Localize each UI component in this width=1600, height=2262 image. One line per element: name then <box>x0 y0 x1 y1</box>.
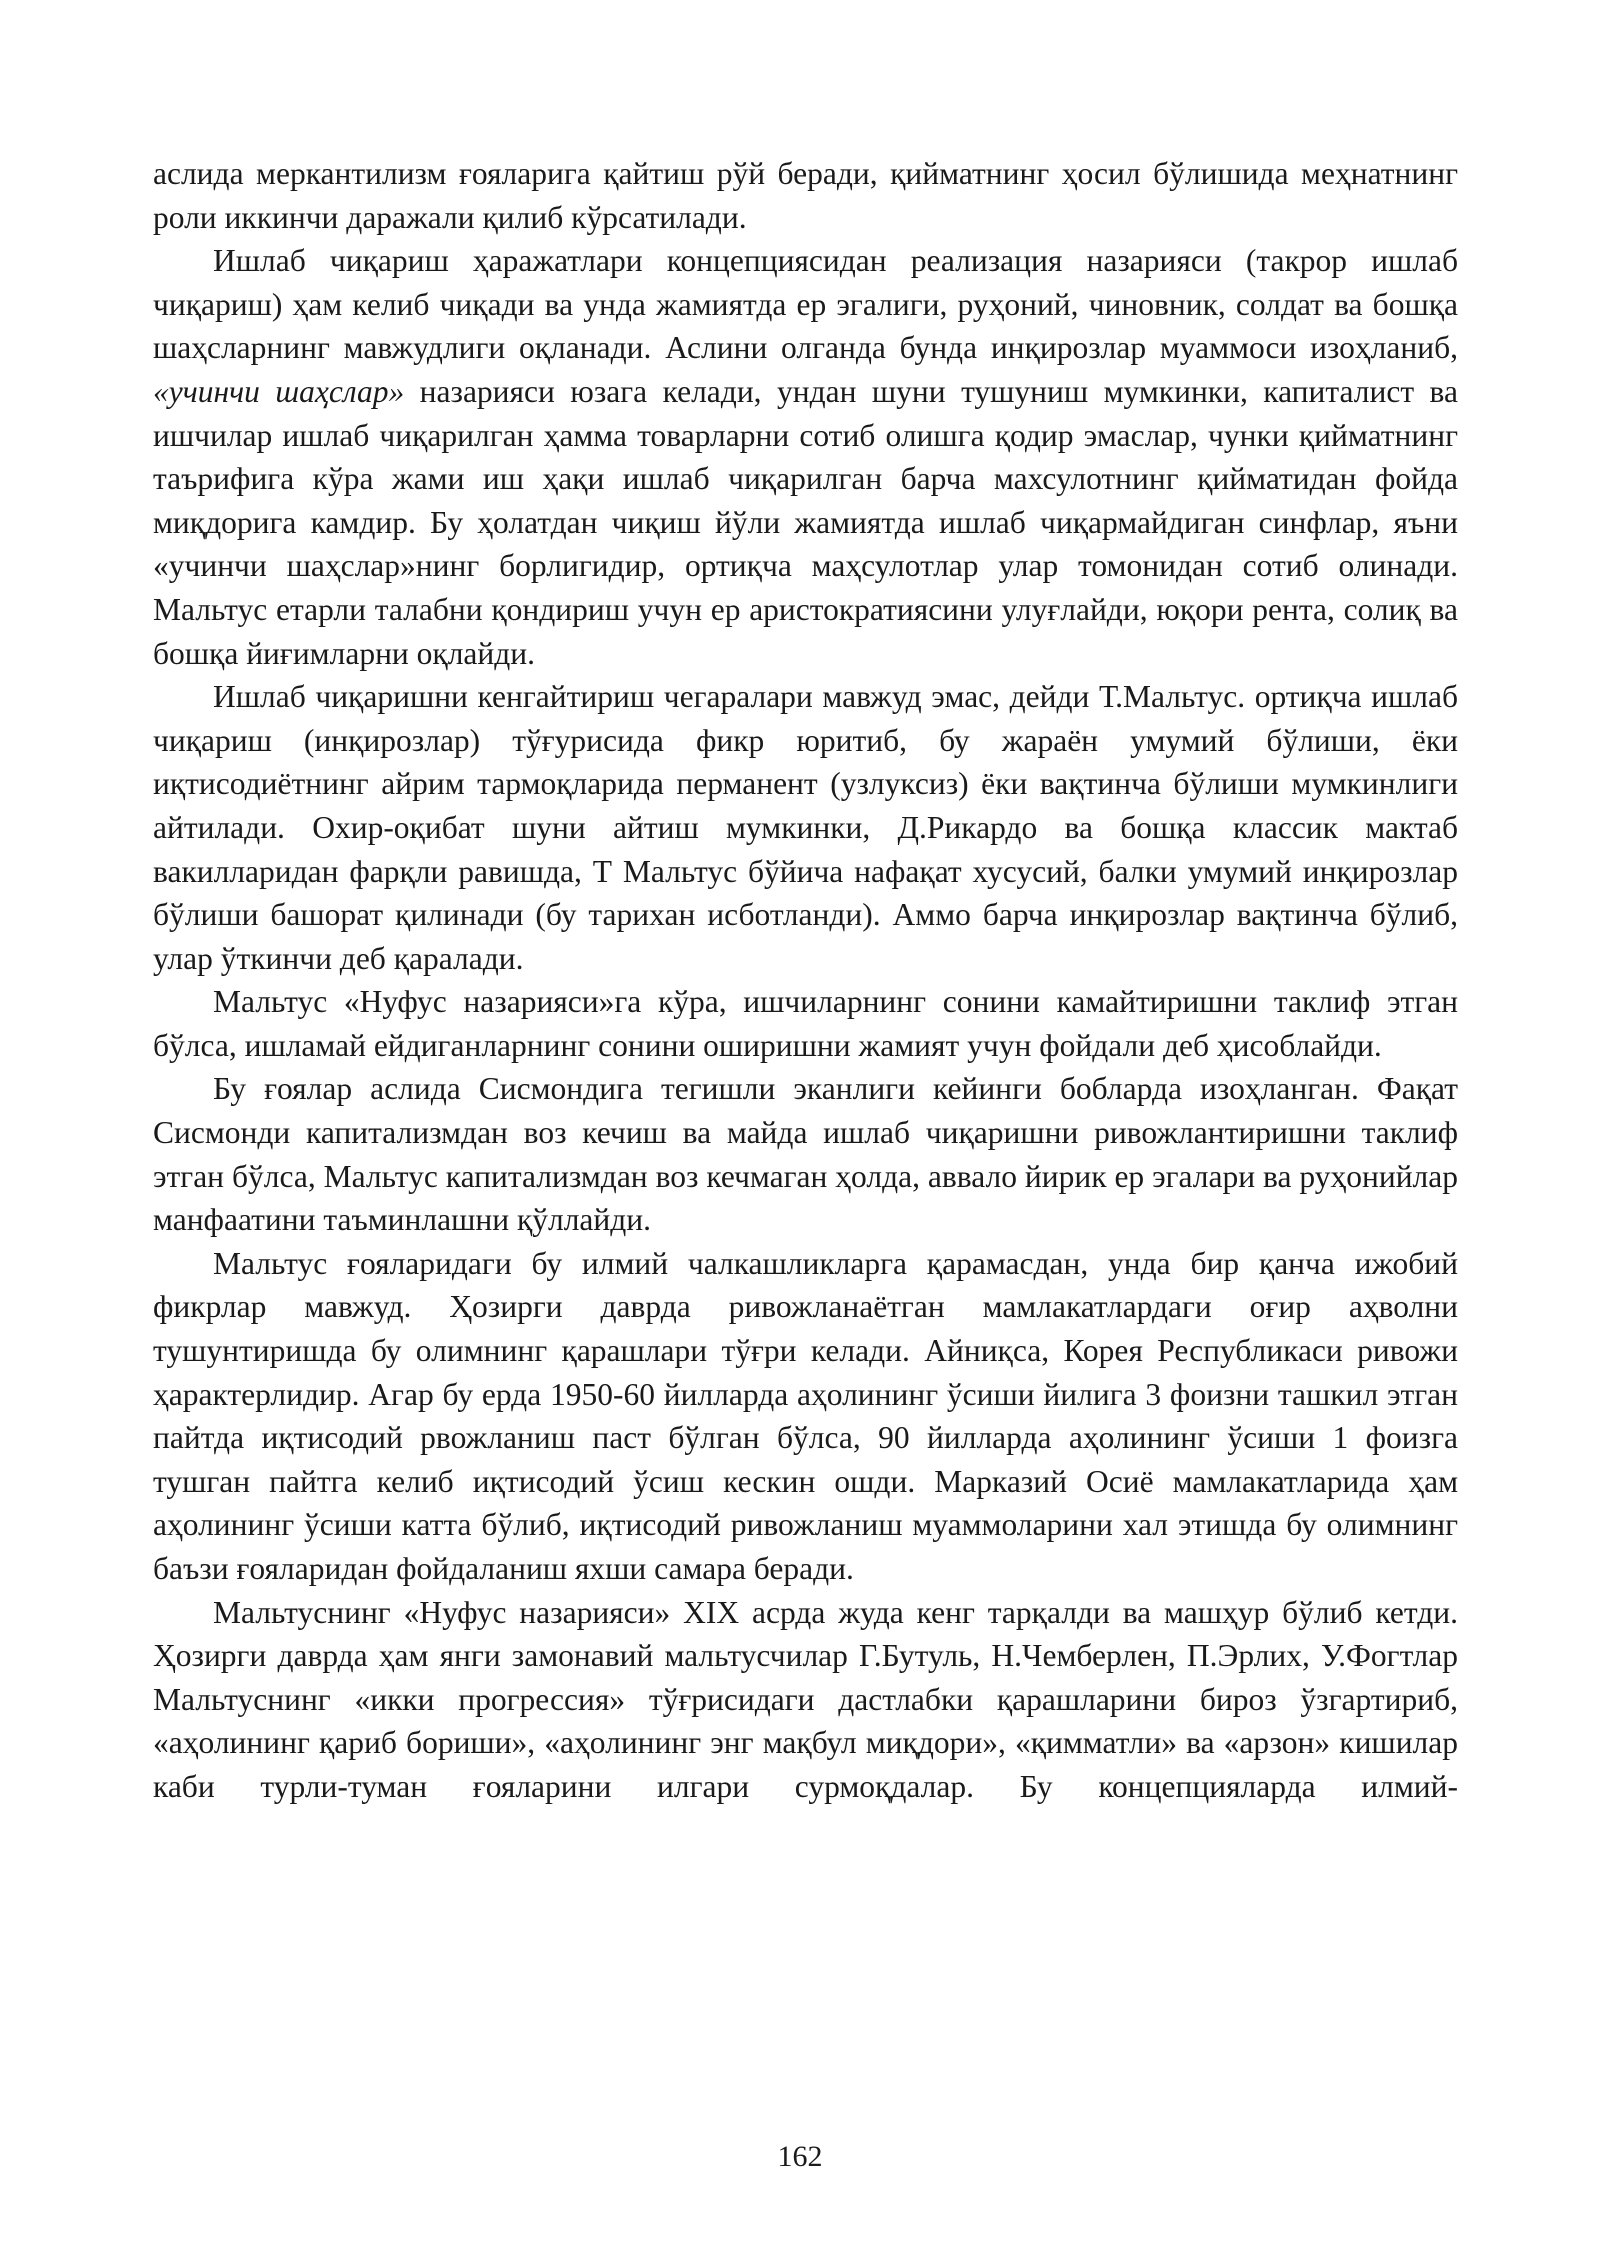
paragraph <box>153 1067 1458 1241</box>
paragraph-text: Ишлаб чиқариш ҳаражатлари концепциясидан реализация назарияси (такрор ишлаб чиқариш) ҳам келиб чиқади ва унда жамиятда ер эгалиги, руҳоний, чиновник, солдат ва бошқа шаҳсларнинг мавжудлиги оқланади. Аслини олганда бунда инқирозлар муаммоси изоҳланиб, <box>153 243 1458 366</box>
paragraph <box>153 152 1458 239</box>
paragraph-text: Ишлаб чиқаришни кенгайтириш чегаралари мавжуд эмас, дейди Т.Мальтус. ортиқча ишлаб чиқариш (инқирозлар) тўғурисида фикр юритиб, бу жараён умумий бўлиши, ёки иқтисодиётнинг айрим тармоқларида перманент (узлуксиз) ёки вақтинча бўлиши мумкинлиги айтилади. Охир-оқибат шуни айтиш мумкинки, Д.Рикардо ва бошқа классик мактаб вакилларидан фарқли равишда, Т Мальтус бўйича нафақат хусусий, балки умумий инқирозлар бўлиши башорат қилинади (бу тарихан исботланди). Аммо барча инқирозлар вақтинча бўлиб, улар ўткинчи деб қаралади. <box>153 679 1458 976</box>
italic-term: «учинчи шаҳслар» <box>153 373 405 409</box>
paragraph-text: Мальтус «Нуфус назарияси»га кўра, ишчиларнинг сонини камайтиришни таклиф этган бўлса, ишламай ейдиганларнинг сонини оширишни жамият учун фойдали деб ҳисоблайди. <box>153 984 1458 1063</box>
paragraph-text: Мальтус ғояларидаги бу илмий чалкашликларга қарамасдан, унда бир қанча ижобий фикрлар мавжуд. Ҳозирги даврда ривожланаётган мамлакатлардаги оғир аҳволни тушунтиришда бу олимнинг қарашлари тўғри келади. Айниқса, Корея Республикаси ривожи ҳарактерлидир. Агар бу ерда 1950-60 йилларда аҳолининг ўсиши йилига 3 фоизни ташкил этган пайтда иқтисодий рвожланиш паст бўлган бўлса, 90 йилларда аҳолининг ўсиши 1 фоизга тушган пайтга келиб иқтисодий ўсиш кескин ошди. Марказий Осиё мамлакатларида ҳам аҳолининг ўсиши катта бўлиб, иқтисодий ривожланиш муаммоларини хал этишда бу олимнинг баъзи ғояларидан фойдаланиш яхши самара беради. <box>153 1245 1458 1586</box>
paragraph <box>153 675 1458 980</box>
paragraph-text: Бу ғоялар аслида Сисмондига тегишли эканлиги кейинги бобларда изоҳланган. Фақат Сисмонди капитализмдан воз кечиш ва майда ишлаб чиқаришни ривожлантиришни таклиф этган бўлса, Мальтус капитализмдан воз кечмаган ҳолда, аввало йирик ер эгалари ва руҳонийлар манфаатини таъминлашни қўллайди. <box>153 1071 1458 1238</box>
page-number: 162 <box>777 2140 823 2173</box>
paragraph <box>153 1242 1458 1591</box>
paragraph-text: аслида меркантилизм ғояларига қайтиш рўй беради, қийматнинг ҳосил бўлишида меҳнатнинг роли иккинчи даражали қилиб кўрсатилади. <box>153 156 1458 235</box>
paragraph <box>153 1591 1458 1809</box>
paragraph-text: Мальтуснинг «Нуфус назарияси» XIX асрда жуда кенг тарқалди ва машҳур бўлиб кетди. Ҳозирги даврда ҳам янги замонавий мальтусчилар Г.Бутуль, Н.Чемберлен, П.Эрлих, У.Фогтлар Мальтуснинг «икки прогрессия» тўғрисидаги дастлабки қарашларини бироз ўзгартириб, «аҳолининг қариб бориши», «аҳолининг энг мақбул миқдори», «қимматли» ва «арзон» кишилар каби турли-туман ғояларини илгари сурмоқдалар. Бу концепцияларда илмий- <box>153 1594 1458 1804</box>
paragraph <box>153 239 1458 675</box>
paragraph <box>153 980 1458 1067</box>
page-body <box>153 152 1458 1809</box>
paragraph-text: назарияси юзага келади, ундан шуни тушуниш мумкинки, капиталист ва ишчилар ишлаб чиқарилган ҳамма товарларни сотиб олишга қодир эмаслар, чунки қийматнинг таърифига кўра жами иш ҳақи ишлаб чиқарилган барча махсулотнинг қийматидан фойда миқдорига камдир. Бу ҳолатдан чиқиш йўли жамиятда ишлаб чиқармайдиган синфлар, яъни «учинчи шаҳслар»нинг борлигидир, ортиқча маҳсулотлар улар томонидан сотиб олинади. Мальтус етарли талабни қондириш учун ер аристократиясини улуғлайди, юқори рента, солиқ ва бошқа йиғимларни оқлайди. <box>153 373 1458 671</box>
